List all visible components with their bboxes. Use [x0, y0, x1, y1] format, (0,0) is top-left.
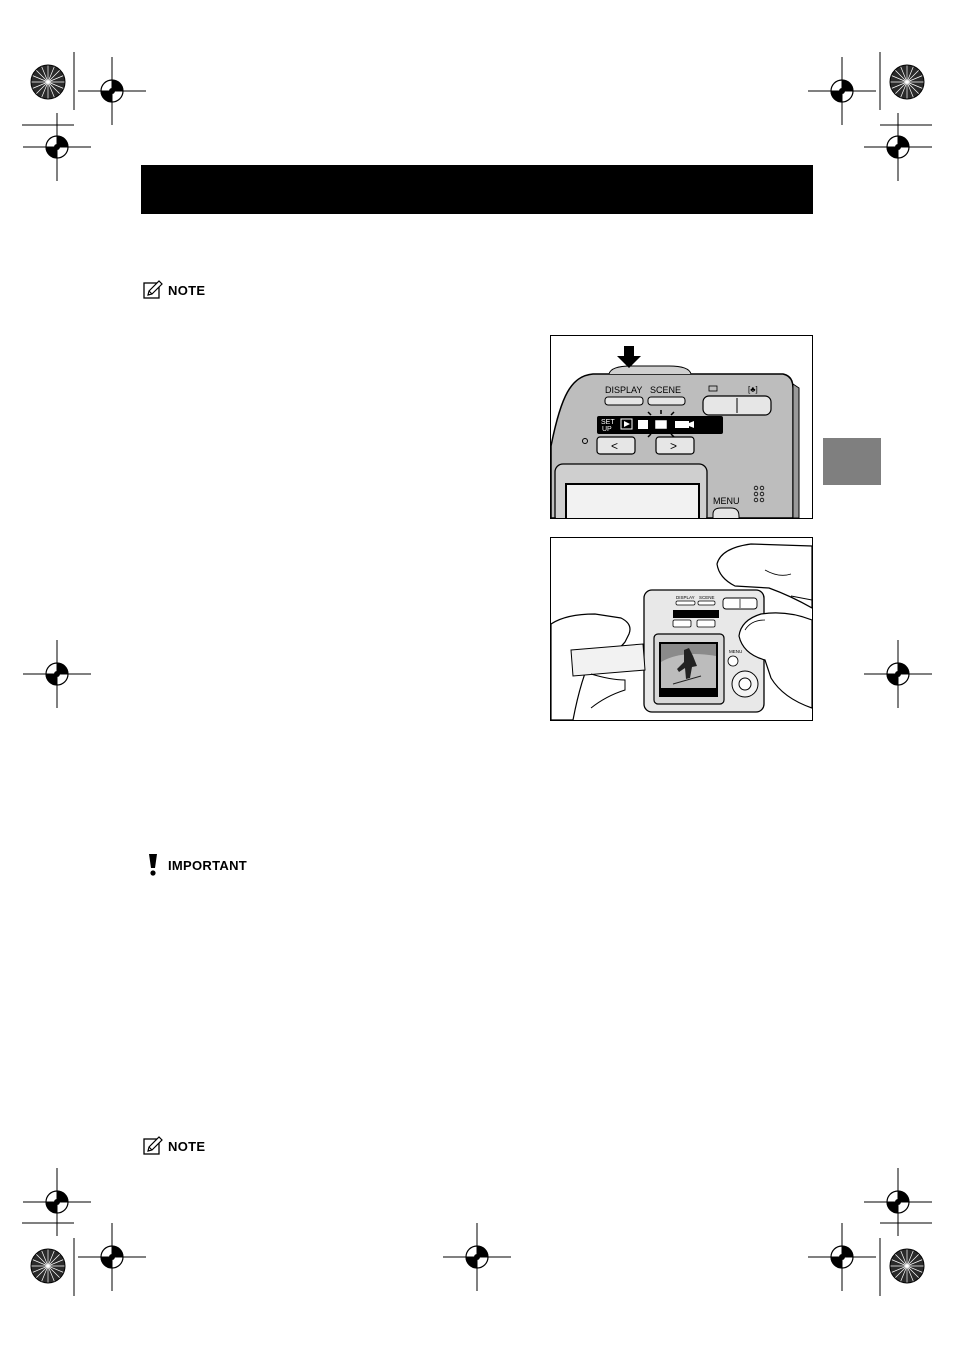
scene-label: SCENE — [650, 385, 682, 395]
svg-text:SET: SET — [601, 419, 615, 426]
svg-text:[♣]: [♣] — [748, 385, 758, 394]
lcd-screen — [566, 484, 699, 518]
scene-button — [648, 397, 685, 405]
note-heading-bottom — [143, 1136, 205, 1156]
chapter-side-tab — [823, 438, 881, 485]
note-label: NOTE — [168, 282, 206, 298]
note-pencil-icon — [143, 280, 163, 300]
svg-text:>: > — [670, 439, 678, 453]
important-heading — [146, 853, 247, 877]
note-heading-top — [143, 280, 205, 300]
display-button — [605, 397, 643, 405]
svg-text:MENU: MENU — [729, 649, 743, 654]
display-label: DISPLAY — [605, 385, 643, 395]
note-label: NOTE — [168, 1138, 206, 1154]
svg-text:DISPLAY: DISPLAY — [676, 595, 695, 600]
svg-text:UP: UP — [602, 426, 612, 433]
important-label: IMPORTANT — [168, 857, 248, 873]
figure-camera-buttons — [550, 335, 813, 519]
note-pencil-icon — [143, 1136, 163, 1156]
camera-icon — [638, 420, 648, 429]
menu-label: MENU — [713, 496, 740, 506]
svg-text:SCENE: SCENE — [699, 595, 715, 600]
svg-text:<: < — [611, 439, 619, 453]
exclamation-icon — [146, 853, 160, 877]
section-title-bar — [141, 165, 813, 214]
scene-mode-icon — [655, 420, 667, 429]
figure-holding-camera — [550, 537, 813, 721]
